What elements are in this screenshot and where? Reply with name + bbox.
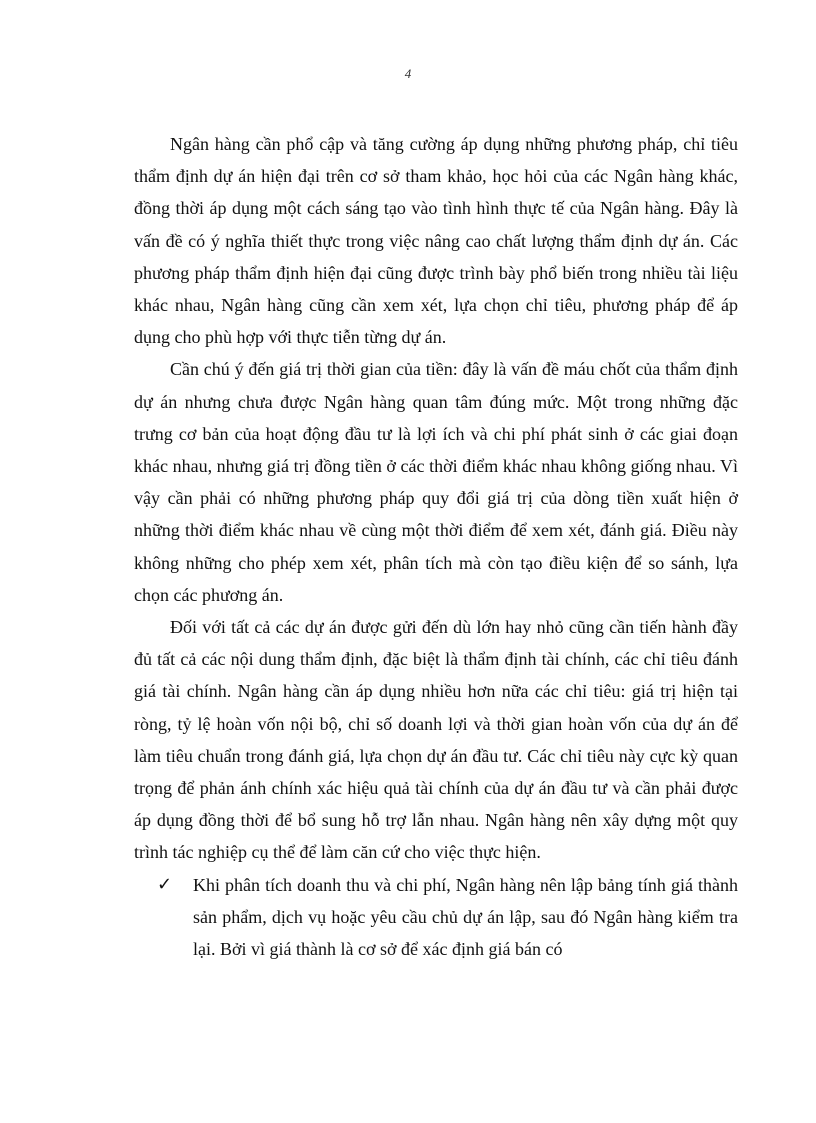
bullet-text: Khi phân tích doanh thu và chi phí, Ngân hàng nên lập bảng tính giá thành sản phẩm, dịch vụ hoặc yêu cầu chủ dự án lập, sau đó Ngân hàng kiểm tra lại. Bởi vì giá thành là cơ sở để xác định giá bán có [193, 874, 738, 960]
page-number: 4 [404, 66, 412, 81]
paragraph-time-value-of-money: Cần chú ý đến giá trị thời gian của tiền: đây là vấn đề máu chốt của thẩm định dự án nhưng chưa được Ngân hàng quan tâm đúng mức. Một trong những đặc trưng cơ bản của hoạt động đầu tư là lợi ích và chi phí phát sinh ở các giai đoạn khác nhau, nhưng giá trị đồng tiền ở các thời điểm khác nhau không giống nhau. Vì vậy cần phải có những phương pháp quy đổi giá trị của dòng tiền xuất hiện ở những thời điểm khác nhau về cùng một thời điểm để xem xét, đánh giá. Điều này không những cho phép xem xét, phân tích mà còn tạo điều kiện để so sánh, lựa chọn các phương án. [134, 359, 738, 605]
paragraph-apply-methods: Ngân hàng cần phổ cập và tăng cường áp dụng những phương pháp, chỉ tiêu thẩm định dự án hiện đại trên cơ sở tham khảo, học hỏi của các Ngân hàng khác, đồng thời áp dụng một cách sáng tạo vào tình hình thực tế của Ngân hàng. Đây là vấn đề có ý nghĩa thiết thực trong việc nâng cao chất lượng thẩm định dự án. Các phương pháp thẩm định hiện đại cũng được trình bày phổ biến trong nhiều tài liệu khác nhau, Ngân hàng cũng cần xem xét, lựa chọn chỉ tiêu, phương pháp để áp dụng cho phù hợp với thực tiễn từng dự án. [134, 134, 738, 348]
document-body [134, 128, 738, 965]
paragraph-full-appraisal: Đối với tất cả các dự án được gửi đến dù lớn hay nhỏ cũng cần tiến hành đầy đủ tất cả các nội dung thẩm định, đặc biệt là thẩm định tài chính, các chỉ tiêu đánh giá tài chính. Ngân hàng cần áp dụng nhiều hơn nữa các chỉ tiêu: giá trị hiện tại ròng, tỷ lệ hoàn vốn nội bộ, chỉ số doanh lợi và thời gian hoàn vốn của dự án để làm tiêu chuẩn trong đánh giá, lựa chọn dự án đầu tư. Các chỉ tiêu này cực kỳ quan trọng để phản ánh chính xác hiệu quả tài chính của dự án đầu tư và cần phải được áp dụng đồng thời để bổ sung hỗ trợ lẫn nhau. Ngân hàng nên xây dựng một quy trình tác nghiệp cụ thể để làm căn cứ cho việc thực hiện. [134, 617, 738, 863]
bullet-item-cost-analysis [157, 869, 738, 966]
checkmark-icon: ✓ [157, 873, 173, 895]
